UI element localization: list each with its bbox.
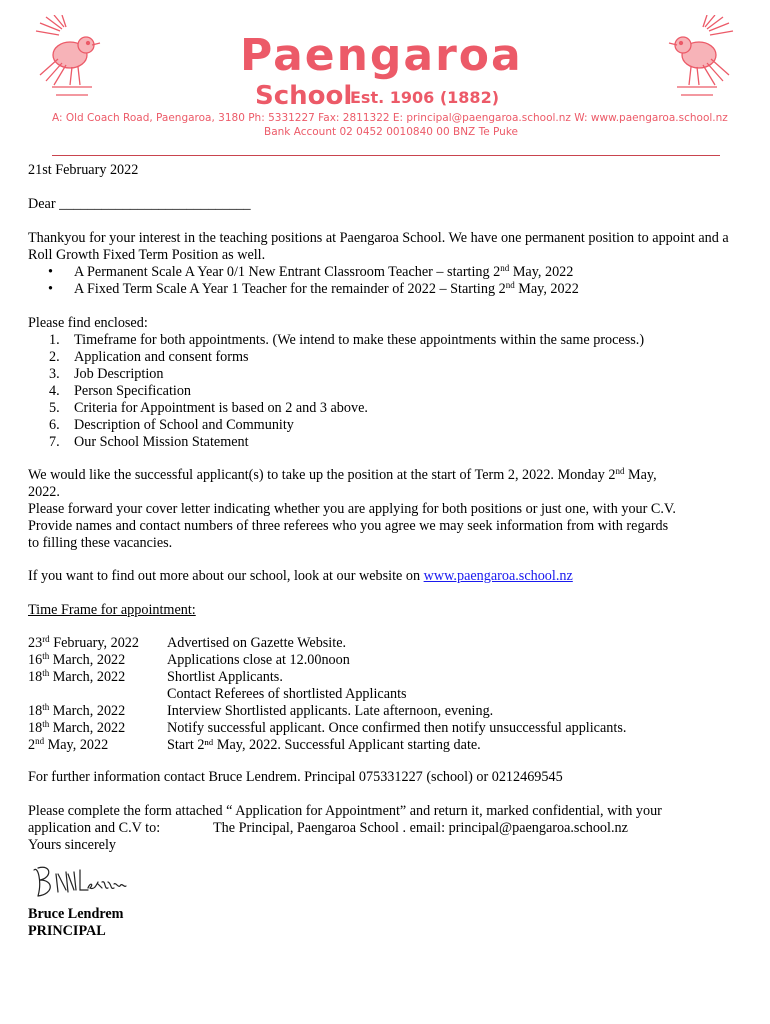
start-date-paragraph: We would like the successful applicant(s) to take up the position at the start of Term 2, 2022. Monday 2nd May, <box>28 466 657 483</box>
school-word-logo: School <box>255 81 353 111</box>
table-row: 23rd February, 2022 Advertised on Gazette Website. <box>28 634 347 651</box>
table-row: 18th March, 2022 Interview Shortlisted applicants. Late afternoon, evening. <box>28 702 494 719</box>
contact-address-line: A: Old Coach Road, Paengaroa, 3180 Ph: 5331227 Fax: 2811322 E: principal@paengaroa.school.nz W: www.paengaroa.school.nz <box>52 112 728 124</box>
website-link[interactable]: www.paengaroa.school.nz <box>423 568 573 584</box>
letter-date: 21st February 2022 <box>28 162 139 178</box>
table-row: 18th March, 2022 Notify successful applicant. Once confirmed then notify unsuccessful applicants. <box>28 719 627 736</box>
list-item: 4. Person Specification <box>49 383 192 399</box>
contact-paragraph: For further information contact Bruce Lendrem. Principal 075331227 (school) or 0212469545 <box>28 769 563 785</box>
intro-paragraph: Thankyou for your interest in the teaching positions at Paengaroa School. We have one permanent position to appoint and a Roll Growth Fixed Term Position as well. <box>28 230 729 263</box>
forward-paragraph: Please forward your cover letter indicating whether you are applying for both positions or just one, with your C.V. <box>28 501 676 517</box>
positions-list <box>28 264 579 298</box>
list-item: 1. Timeframe for both appointments. (We intend to make these appointments within the same process.) <box>49 332 645 348</box>
enclosed-heading: Please find enclosed: <box>28 315 148 331</box>
website-paragraph: If you want to find out more about our school, look at our website on www.paengaroa.school.nz <box>28 568 573 584</box>
list-item: 2. Application and consent forms <box>49 349 249 365</box>
complete-form-line-2: application and C.V to: The Principal, Paengaroa School . email: principal@paengaroa.school.nz <box>28 820 628 836</box>
table-row: 2nd May, 2022 Start 2ⁿᵈ May, 2022. Successful Applicant starting date. <box>28 736 481 753</box>
referees-line-2: to filling these vacancies. <box>28 535 173 551</box>
list-item: • A Fixed Term Scale A Year 1 Teacher for the remainder of 2022 – Starting 2nd May, 2022 <box>28 281 579 298</box>
list-item: 7. Our School Mission Statement <box>49 434 249 450</box>
bank-account-line: Bank Account 02 0452 0010840 00 BNZ Te Puke <box>264 126 518 138</box>
signer-title: PRINCIPAL <box>28 923 106 939</box>
established-date: Est. 1906 (1882) <box>350 88 500 107</box>
table-row: Contact Referees of shortlisted Applicants <box>167 686 407 702</box>
complete-form-line-1: Please complete the form attached “ Application for Appointment” and return it, marked confidential, with your <box>28 803 662 819</box>
timeframe-table <box>28 635 728 754</box>
letterhead-divider <box>52 155 720 156</box>
referees-line-1: Provide names and contact numbers of three referees who you agree we may seek information from with regards <box>28 518 669 534</box>
signer-name: Bruce Lendrem <box>28 906 124 922</box>
fantail-bird-logo-left <box>32 15 107 110</box>
enclosed-list <box>28 332 644 451</box>
list-item: 6. Description of School and Community <box>49 417 294 433</box>
list-item: 3. Job Description <box>49 366 164 382</box>
fantail-bird-logo-right <box>662 15 737 110</box>
closing: Yours sincerely <box>28 837 117 853</box>
school-name-logo: Paengaroa <box>240 30 523 81</box>
table-row: 16th March, 2022 Applications close at 12.00noon <box>28 651 350 668</box>
table-row: 18th March, 2022 Shortlist Applicants. <box>28 668 283 685</box>
start-date-year: 2022. <box>28 484 60 500</box>
list-item: • A Permanent Scale A Year 0/1 New Entrant Classroom Teacher – starting 2nd May, 2022 <box>28 264 579 281</box>
list-item: 5. Criteria for Appointment is based on 2 and 3 above. <box>49 400 368 416</box>
timeframe-heading: Time Frame for appointment: <box>28 602 196 618</box>
handwritten-signature <box>28 862 128 902</box>
salutation: Dear ___________________________ <box>28 196 251 212</box>
